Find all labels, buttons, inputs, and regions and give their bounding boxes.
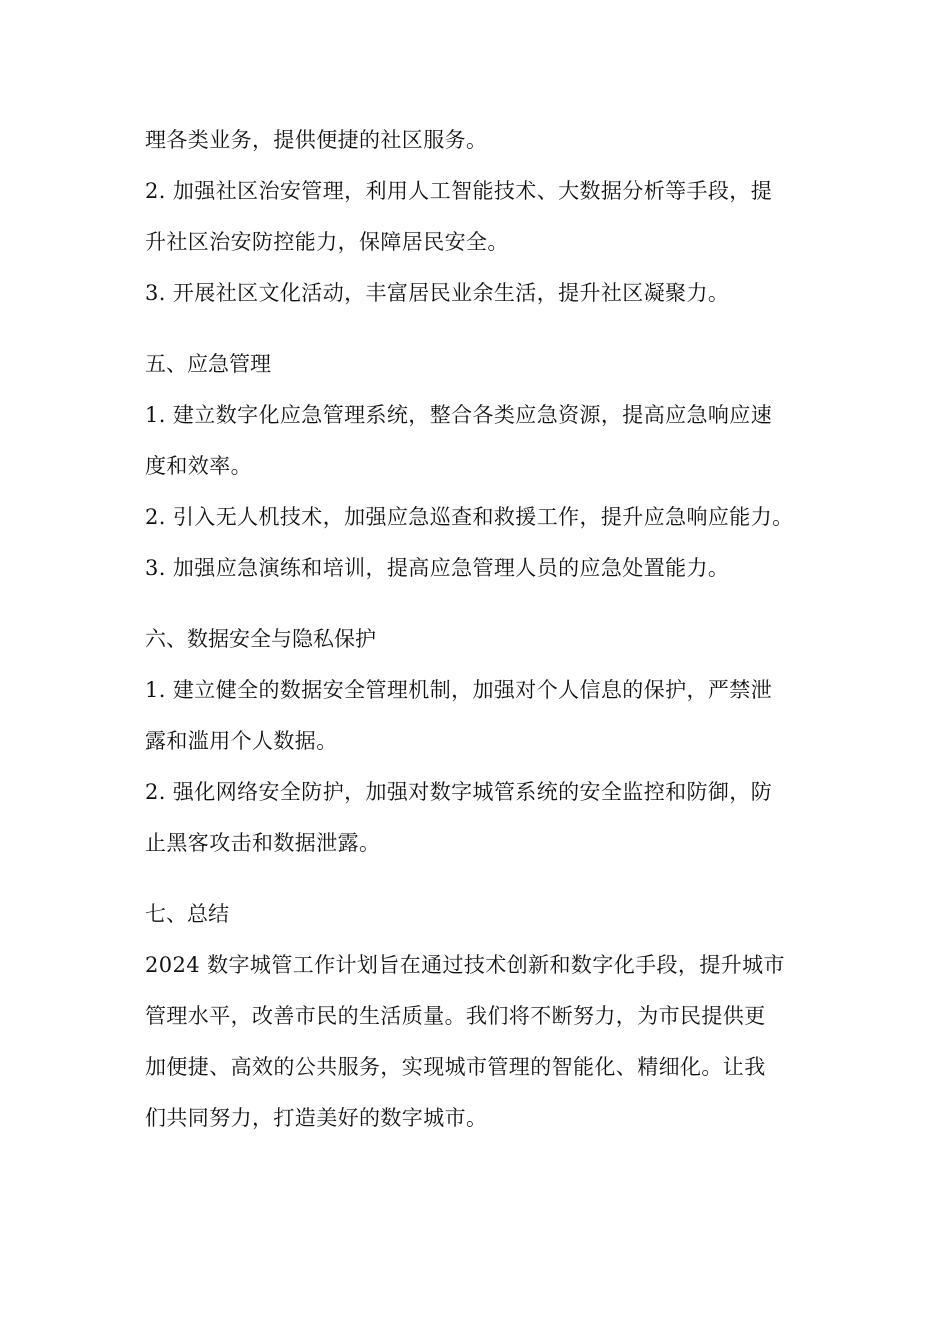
section-heading-emergency: 五、应急管理 <box>145 352 271 376</box>
paragraph-line: 管理水平，改善市民的生活质量。我们将不断努力，为市民提供更 <box>145 1004 766 1028</box>
list-item-line: 度和效率。 <box>145 454 252 478</box>
list-item-line: 升社区治安防控能力，保障居民安全。 <box>145 230 509 254</box>
paragraph-line: 加便捷、高效的公共服务，实现城市管理的智能化、精细化。让我 <box>145 1055 766 1079</box>
list-item-line: 1. 建立数字化应急管理系统，整合各类应急资源，提高应急响应速 <box>145 403 773 427</box>
list-item-line: 3. 开展社区文化活动，丰富居民业余生活，提升社区凝聚力。 <box>145 281 730 305</box>
section-spacer <box>145 594 815 614</box>
list-item-line: 3. 加强应急演练和培训，提高应急管理人员的应急处置能力。 <box>145 556 730 580</box>
section-spacer <box>145 869 815 889</box>
paragraph-line: 2024 数字城管工作计划旨在通过技术创新和数字化手段，提升城市 <box>145 953 785 977</box>
section-heading-security: 六、数据安全与隐私保护 <box>145 627 376 651</box>
paragraph-line: 们共同努力，打造美好的数字城市。 <box>145 1106 488 1130</box>
list-item-line: 露和滥用个人数据。 <box>145 729 338 753</box>
list-item-line: 止黑客攻击和数据泄露。 <box>145 831 381 855</box>
section-heading-summary: 七、总结 <box>145 902 229 926</box>
paragraph-line: 理各类业务，提供便捷的社区服务。 <box>145 128 488 152</box>
section-spacer <box>145 319 815 339</box>
list-item-line: 2. 强化网络安全防护，加强对数字城管系统的安全监控和防御，防 <box>145 780 773 804</box>
list-item-line: 2. 引入无人机技术，加强应急巡查和救援工作，提升应急响应能力。 <box>145 505 794 529</box>
list-item-line: 1. 建立健全的数据安全管理机制，加强对个人信息的保护，严禁泄 <box>145 678 773 702</box>
list-item-line: 2. 加强社区治安管理，利用人工智能技术、大数据分析等手段，提 <box>145 179 773 203</box>
document-body <box>145 115 815 1144</box>
